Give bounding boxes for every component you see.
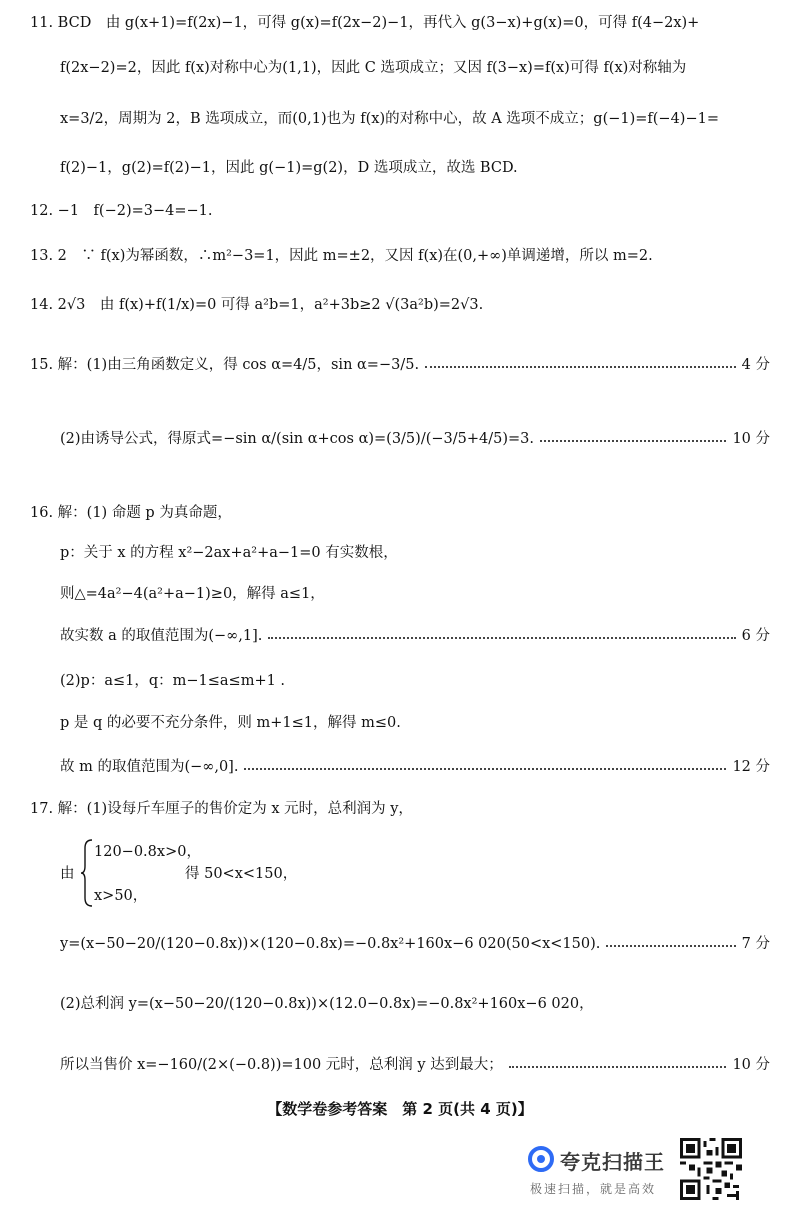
answer-line-16-cond: p 是 q 的必要不充分条件，则 m+1≤1，解得 m≤0. <box>60 715 401 731</box>
dot-leader <box>540 440 726 442</box>
score-label: 4 分 <box>741 357 770 373</box>
watermark-subtitle: 极速扫描，就是高效 <box>530 1182 657 1196</box>
dot-leader <box>425 366 736 368</box>
answer-line-15-2: (2)由诱导公式，得原式=−sin α/(sin α+cos α)=(3/5)/(−3/5+4/5)=3. 10 分 <box>60 428 770 450</box>
watermark-title: 夸克扫描王 <box>560 1150 665 1174</box>
inequality-system <box>60 838 320 908</box>
dot-leader <box>268 637 735 639</box>
answer-line-16-delta: 则△=4a²−4(a²+a−1)≥0，解得 a≤1， <box>60 586 325 602</box>
answer-line-17-1: 17. 解：(1)设每斤车厘子的售价定为 x 元时，总利润为 y， <box>30 801 413 817</box>
answer-line-17-max: 所以当售价 x=−160/(2×(−0.8))=100 元时，总利润 y 达到最大； 10 分 <box>60 1054 770 1076</box>
dot-leader <box>244 768 726 770</box>
score-label: 10 分 <box>732 431 770 447</box>
left-brace-icon <box>80 838 94 908</box>
answer-line-16-1: 16. 解：(1) 命题 p 为真命题， <box>30 505 232 521</box>
answer-line-11a: 11. BCD 由 g(x+1)=f(2x)−1，可得 g(x)=f(2x−2)−1，再代入 g(3−x)+g(x)=0，可得 f(4−2x)+ <box>30 15 700 31</box>
system-label: 由 <box>60 866 75 882</box>
answer-line-17-y: y=(x−50−20/(120−0.8x))×(120−0.8x)=−0.8x²+160x−6 020(50<x<150). 7 分 <box>60 933 770 955</box>
score-label: 10 分 <box>732 1057 770 1073</box>
answer-line-16-range: 故实数 a 的取值范围为(−∞,1]. 6 分 <box>60 625 770 647</box>
answer-line-17-2: (2)总利润 y=(x−50−20/(120−0.8x))×(12.0−0.8x)=−0.8x²+160x−6 020， <box>60 996 594 1012</box>
answer-line-16-p: p：关于 x 的方程 x²−2ax+a²+a−1=0 有实数根， <box>60 545 398 561</box>
dot-leader <box>509 1066 727 1068</box>
scanner-watermark <box>528 1140 678 1200</box>
system-row-2: x>50， <box>94 888 148 904</box>
answer-line-16-m: 故 m 的取值范围为(−∞,0]. 12 分 <box>60 756 770 778</box>
answer-line-16-2: (2)p：a≤1，q：m−1≤a≤m+1 . <box>60 673 286 689</box>
qr-code-icon <box>680 1138 742 1200</box>
answer-line-15-1: 15. 解：(1)由三角函数定义，得 cos α=4/5，sin α=−3/5. 4 分 <box>30 354 770 376</box>
answer-line-12: 12. −1 f(−2)=3−4=−1. <box>30 203 213 219</box>
scanner-logo-icon <box>528 1146 554 1172</box>
page-footer: 【数学卷参考答案 第 2 页(共 4 页)】 <box>267 1100 533 1118</box>
score-label: 7 分 <box>741 936 770 952</box>
answer-line-13: 13. 2 ∵ f(x)为幂函数，∴m²−3=1，因此 m=±2，又因 f(x)在(0,+∞)单调递增，所以 m=2. <box>30 248 653 264</box>
answer-line-14: 14. 2√3 由 f(x)+f(1/x)=0 可得 a²b=1，a²+3b≥2 √(3a²b)=2√3. <box>30 297 484 313</box>
answer-line-11d: f(2)−1，g(2)=f(2)−1，因此 g(−1)=g(2)，D 选项成立，故选 BCD. <box>60 160 518 176</box>
score-label: 6 分 <box>741 628 770 644</box>
dot-leader <box>606 945 735 947</box>
system-result: 得 50<x<150， <box>185 866 298 882</box>
answer-line-11b: f(2x−2)=2，因此 f(x)对称中心为(1,1)，因此 C 选项成立；又因 f(3−x)=f(x)可得 f(x)对称轴为 <box>60 60 687 76</box>
score-label: 12 分 <box>732 759 770 775</box>
system-row-1: 120−0.8x>0， <box>94 844 201 860</box>
answer-line-11c: x=3/2，周期为 2，B 选项成立，而(0,1)也为 f(x)的对称中心，故 A 选项不成立；g(−1)=f(−4)−1= <box>60 111 719 127</box>
